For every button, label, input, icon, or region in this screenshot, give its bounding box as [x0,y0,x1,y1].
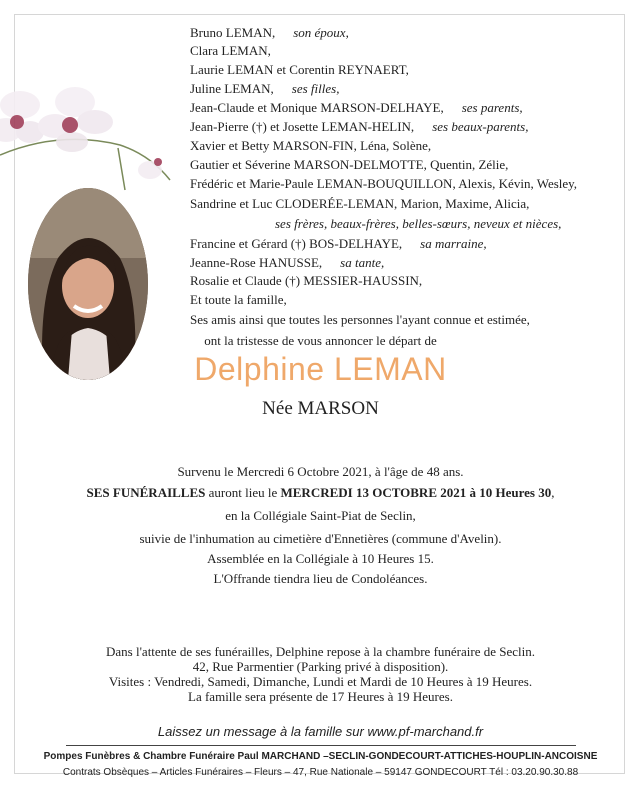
family-role: ses parents, [461,100,523,115]
funeral-end: , [551,485,555,500]
family-member-name: Frédéric et Marie-Paule LEMAN-BOUQUILLON, Alexis, Kévin, Wesley, [190,176,578,191]
family-member-name: Jean-Pierre (†) et Josette LEMAN-HELIN, [190,119,415,134]
family-role: sa tante, [340,255,385,270]
family-member-name: Et toute la famille, [190,292,287,307]
funeral-mid: auront lieu le [205,485,281,500]
family-member-line [190,157,508,173]
ceremony-line: Assemblée en la Collégiale à 10 Heures 15. [207,551,434,566]
siblings-role-text: ses frères, beaux-frères, belles-sœurs, neveux et nièces, [275,216,562,231]
family-member-name: Laurie LEMAN et Corentin REYNAERT, [190,62,409,77]
orchid-flowers-icon [0,60,200,200]
family-member-line [190,81,339,97]
family-member-name: Jeanne-Rose HANUSSE, [190,255,323,270]
siblings-role [275,216,561,232]
funeral-home-contact: Contrats Obsèques – Articles Funéraires – Fleurs – 47, Rue Nationale – 59147 GONDECOURT Tél : 03.20.90.30.88 [62,767,579,778]
family-member-name: Sandrine et Luc CLODERÉE-LEMAN, Marion, Maxime, Alicia, [190,196,530,211]
family-member-line [190,255,384,271]
family-member-line [190,100,523,116]
family-role: sa marraine, [420,236,487,251]
funeral-date: MERCREDI 13 OCTOBRE 2021 à 10 Heures 30 [280,485,552,500]
announcement-line: ont la tristesse de vous annoncer le départ de [204,333,437,348]
rest-line: La famille sera présente de 17 Heures à 19 Heures. [188,689,453,704]
rest-line: Dans l'attente de ses funérailles, Delphine repose à la chambre funéraire de Seclin. [106,644,535,659]
family-member-line [190,62,409,78]
rest-line: Visites : Vendredi, Samedi, Dimanche, Lundi et Mardi de 10 Heures à 19 Heures. [108,674,533,689]
maiden-name: Née MARSON [262,398,379,419]
ceremony-line: L'Offrande tiendra lieu de Condoléances. [213,571,428,586]
family-member-name: Gautier et Séverine MARSON-DELMOTTE, Quentin, Zélie, [190,157,509,172]
family-role: ses filles, [291,81,340,96]
family-member-name: Jean-Claude et Monique MARSON-DELHAYE, [190,100,444,115]
funeral-home-name: Pompes Funèbres & Chambre Funéraire Paul MARCHAND –SECLIN-GONDECOURT-ATTICHES-HOUPLIN-ANCOISNE [43,751,598,762]
family-member-line [190,138,431,154]
family-member-line [190,176,577,192]
family-member-name: Bruno LEMAN, [190,25,276,40]
family-member-name: Rosalie et Claude (†) MESSIER-HAUSSIN, [190,273,423,288]
family-member-line [190,292,287,308]
family-member-line [190,273,422,289]
family-member-line [190,312,530,328]
family-member-line [190,43,271,59]
online-message-link[interactable]: Laissez un message à la famille sur www.pf-marchand.fr [157,724,484,739]
death-date: Survenu le Mercredi 6 Octobre 2021, à l'âge de 48 ans. [177,464,464,479]
family-role: ses beaux-parents, [432,119,529,134]
family-role: son époux, [293,25,349,40]
family-member-line [190,25,349,41]
family-member-name: Juline LEMAN, [190,81,274,96]
family-member-line [190,196,529,212]
family-member-line [190,236,487,252]
funeral-line [0,485,641,501]
family-member-name: Ses amis ainsi que toutes les personnes l'ayant connue et estimée, [190,312,530,327]
family-member-name: Francine et Gérard (†) BOS-DELHAYE, [190,236,403,251]
family-member-line [190,119,528,135]
deceased-name: Delphine LEMAN [194,351,447,387]
family-member-name: Xavier et Betty MARSON-FIN, Léna, Solène, [190,138,432,153]
divider [66,745,576,746]
ceremony-line: suivie de l'inhumation au cimetière d'Ennetières (commune d'Avelin). [139,531,502,546]
funeral-label: SES FUNÉRAILLES [86,485,206,500]
family-member-name: Clara LEMAN, [190,43,271,58]
rest-line: 42, Rue Parmentier (Parking privé à disposition). [192,659,449,674]
ceremony-line: en la Collégiale Saint-Piat de Seclin, [225,508,416,523]
